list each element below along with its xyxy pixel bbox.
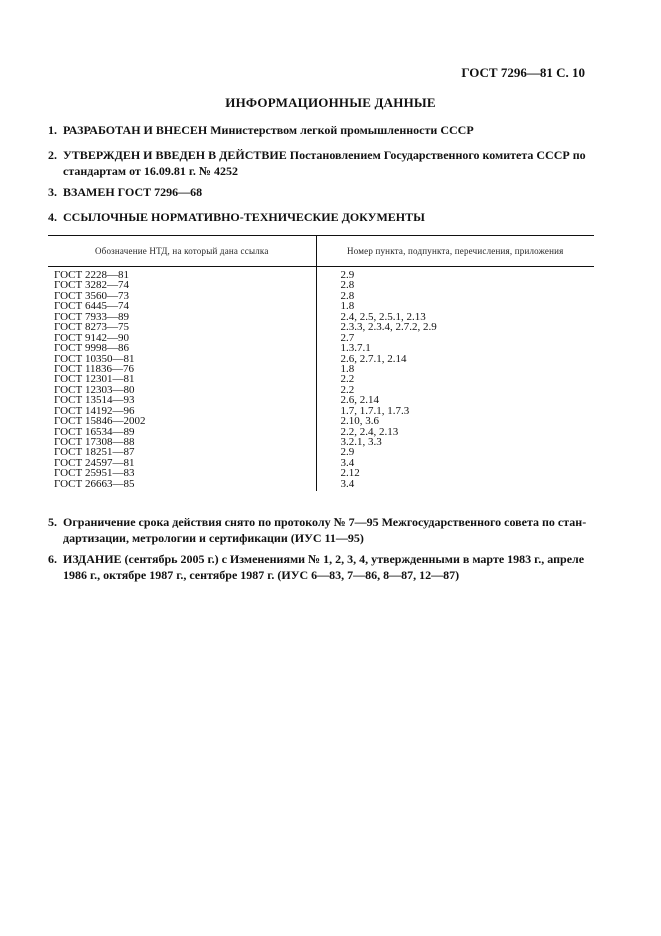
table-cell-clause: 2.8 [340, 279, 355, 292]
reference-table [48, 235, 594, 491]
item-number: 4. [48, 210, 57, 224]
table-cell-clause: 1.3.7.1 [340, 342, 371, 355]
item-number: 3. [48, 185, 57, 199]
table-cell-clause: 2.12 [340, 467, 360, 480]
table-cell-ntd: ГОСТ 16534—89 [54, 425, 135, 438]
item-text-cont: стандартам от 16.09.81 г. № 4252 [63, 164, 238, 178]
table-cell-clause: 2.4, 2.5, 2.5.1, 2.13 [340, 310, 426, 323]
table-cell-ntd: ГОСТ 3282—74 [54, 279, 129, 292]
table-cell-clause: 2.9 [340, 446, 355, 459]
table-cell-ntd: ГОСТ 25951—83 [54, 467, 135, 480]
table-column-ntd [48, 267, 316, 491]
table-cell-ntd: ГОСТ 9998—86 [54, 342, 129, 355]
table-cell-clause: 2.9 [340, 269, 355, 281]
item-lead: РАЗРАБОТАН И ВНЕСЕН [63, 123, 208, 137]
info-item-6 [48, 551, 593, 583]
table-cell-clause: 2.2 [340, 373, 355, 386]
table-cell-clause: 2.6, 2.7.1, 2.14 [340, 352, 407, 365]
table-cell-clause: 1.8 [340, 362, 355, 375]
info-item-5 [48, 514, 593, 546]
table-cell-clause: 2.6, 2.14 [340, 394, 380, 407]
table-cell-clause: 2.3.3, 2.3.4, 2.7.2, 2.9 [340, 321, 437, 334]
table-body [48, 267, 594, 491]
table-cell-ntd: ГОСТ 11836—76 [54, 362, 135, 375]
table-cell-ntd: ГОСТ 3560—73 [54, 289, 129, 302]
info-item-4 [48, 209, 593, 225]
table-cell-ntd: ГОСТ 9142—90 [54, 331, 129, 344]
table-cell-ntd: ГОСТ 14192—96 [54, 404, 135, 417]
table-cell-ntd: ГОСТ 7933—89 [54, 310, 129, 323]
item-text: (сентябрь 2005 г.) с Изменениями № 1, 2, 3, 4, утвержденными в марте 1983 г., апреле [121, 552, 585, 566]
table-header-ntd: Обозначение НТД, на который дана ссылка [94, 246, 269, 256]
item-number: 2. [48, 148, 57, 162]
info-item-2 [48, 147, 593, 179]
table-cell-clause: 3.4 [340, 477, 355, 490]
table-cell-ntd: ГОСТ 26663—85 [54, 477, 135, 490]
table-cell-clause: 2.7 [340, 331, 355, 344]
table-cell-clause: 2.10, 3.6 [340, 415, 380, 428]
table-cell-ntd: ГОСТ 12301—81 [54, 373, 135, 386]
table-cell-ntd: ГОСТ 18251—87 [54, 446, 135, 459]
item-lead: УТВЕРЖДЕН И ВВЕДЕН В ДЕЙСТВИЕ [63, 148, 287, 162]
item-lead: ССЫЛОЧНЫЕ НОРМАТИВНО-ТЕХНИЧЕСКИЕ ДОКУМЕНТЫ [63, 210, 425, 224]
info-item-1 [48, 122, 593, 138]
item-lead: ВЗАМЕН ГОСТ 7296—68 [63, 185, 203, 199]
item-lead: ИЗДАНИЕ [63, 552, 122, 566]
table-header [48, 236, 594, 267]
table-cell-clause: 3.2.1, 3.3 [340, 436, 382, 448]
item-number: 1. [48, 123, 57, 137]
table-cell-ntd: ГОСТ 17308—88 [54, 436, 135, 448]
table-cell-ntd: ГОСТ 15846—2002 [54, 415, 146, 428]
item-number: 6. [48, 552, 57, 566]
table-cell-ntd: ГОСТ 24597—81 [54, 456, 135, 469]
table-header-clause: Номер пункта, подпункта, перечисления, приложения [316, 236, 594, 266]
table-cell-ntd: ГОСТ 10350—81 [54, 352, 135, 365]
table-cell-clause: 1.7, 1.7.1, 1.7.3 [340, 404, 410, 417]
table-column-clause [316, 267, 594, 491]
item-text: Ограничение срока действия снято по протоколу № 7—95 Межгосударственного совета по стан- [63, 515, 587, 529]
table-cell-ntd: ГОСТ 8273—75 [54, 321, 129, 334]
table-cell-ntd: ГОСТ 13514—93 [54, 394, 135, 407]
table-cell-clause: 1.8 [340, 300, 355, 313]
info-item-3 [48, 184, 593, 200]
table-cell-ntd: ГОСТ 2228—81 [54, 269, 129, 281]
table-cell-clause: 2.2 [340, 383, 355, 396]
item-text: Постановлением Государственного комитета СССР по [286, 148, 586, 162]
item-text-cont: 1986 г., октябре 1987 г., сентябре 1987 г. (ИУС 6—83, 7—86, 8—87, 12—87) [63, 568, 460, 582]
table-cell-clause: 2.2, 2.4, 2.13 [340, 425, 399, 438]
table-cell-clause: 2.8 [340, 289, 355, 302]
item-text-cont: дартизации, метрологии и сертификации (ИУС 11—95) [63, 531, 364, 545]
item-text: Министерством легкой промышленности СССР [207, 123, 474, 137]
page-header: ГОСТ 7296—81 С. 10 [461, 65, 585, 80]
section-title: ИНФОРМАЦИОННЫЕ ДАННЫЕ [225, 95, 436, 110]
table-cell-clause: 3.4 [340, 456, 355, 469]
item-number: 5. [48, 515, 57, 529]
table-cell-ntd: ГОСТ 12303—80 [54, 383, 135, 396]
table-cell-ntd: ГОСТ 6445—74 [54, 300, 129, 313]
